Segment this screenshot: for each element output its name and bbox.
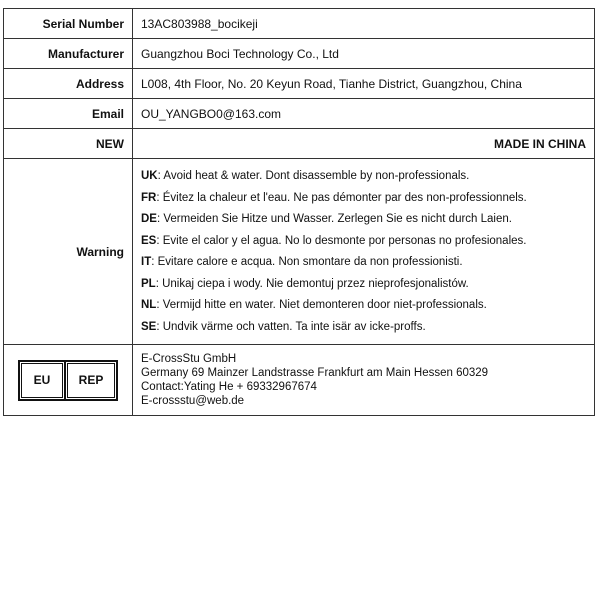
serial-value: 13AC803988_bocikeji	[133, 9, 595, 39]
rep-email: E-crossstu@web.de	[141, 395, 245, 407]
warning-message: : Avoid heat & water. Dont disassemble by non-professionals.	[157, 170, 470, 183]
email-label: Email	[4, 99, 133, 129]
lang-code: UK	[141, 170, 158, 183]
product-label-table	[3, 8, 595, 416]
warning-line-fr	[141, 191, 586, 205]
lang-code: IT	[141, 256, 152, 269]
warning-message: : Vermeiden Sie Hitze und Wasser. Zerlegen Sie es nicht durch Laien.	[156, 213, 512, 226]
made-in-value: MADE IN CHINA	[133, 129, 595, 159]
warning-line-es	[141, 234, 586, 248]
warning-line-se	[141, 320, 586, 334]
serial-label: Serial Number	[4, 9, 133, 39]
email-value: OU_YANGBO0@163.com	[133, 99, 595, 129]
warning-message: : Unikaj ciepa i wody. Nie demontuj przez nieprofesjonalistów.	[155, 277, 469, 290]
email-row	[4, 99, 595, 129]
address-label: Address	[4, 69, 133, 99]
manufacturer-value: Guangzhou Boci Technology Co., Ltd	[133, 39, 595, 69]
warning-line-it	[141, 255, 586, 269]
warning-message: : Evite el calor y el agua. No lo desmonte por personas no profesionales.	[156, 234, 527, 247]
rep-company: E-CrossStu GmbH	[141, 353, 237, 365]
manufacturer-label: Manufacturer	[4, 39, 133, 69]
eu-rep-symbol-cell	[4, 345, 133, 416]
warning-line-uk	[141, 169, 586, 183]
warning-message: : Undvik värme och vatten. Ta inte isär av icke-proffs.	[156, 320, 426, 333]
warning-line-nl	[141, 298, 586, 312]
lang-code: SE	[141, 320, 157, 333]
warning-line-de	[141, 212, 586, 226]
warning-row	[4, 159, 595, 345]
serial-row	[4, 9, 595, 39]
new-row	[4, 129, 595, 159]
warning-message: : Vermijd hitte en water. Niet demonteren door niet-professionals.	[156, 299, 487, 312]
lang-code: DE	[141, 213, 157, 226]
warning-message: : Evitare calore e acqua. Non smontare da non professionisti.	[151, 256, 463, 269]
new-label: NEW	[4, 129, 133, 159]
eu-rep-details	[133, 345, 595, 416]
rep-box: REP	[66, 360, 118, 401]
address-value: L008, 4th Floor, No. 20 Keyun Road, Tianhe District, Guangzhou, China	[133, 69, 595, 99]
eu-rep-row	[4, 345, 595, 416]
eu-rep-symbol	[12, 360, 124, 401]
eu-box: EU	[18, 360, 66, 401]
warning-line-pl	[141, 277, 586, 291]
rep-contact: Contact:Yating He + 69332967674	[141, 381, 317, 393]
address-row	[4, 69, 595, 99]
lang-code: ES	[141, 234, 157, 247]
manufacturer-row	[4, 39, 595, 69]
lang-code: PL	[141, 277, 156, 290]
warning-message: : Évitez la chaleur et l'eau. Ne pas démonter par des non-professionnels.	[156, 191, 527, 204]
lang-code: NL	[141, 299, 157, 312]
warning-label: Warning	[4, 159, 133, 345]
rep-address: Germany 69 Mainzer Landstrasse Frankfurt am Main Hessen 60329	[141, 367, 489, 379]
lang-code: FR	[141, 191, 157, 204]
warning-text	[133, 159, 595, 345]
